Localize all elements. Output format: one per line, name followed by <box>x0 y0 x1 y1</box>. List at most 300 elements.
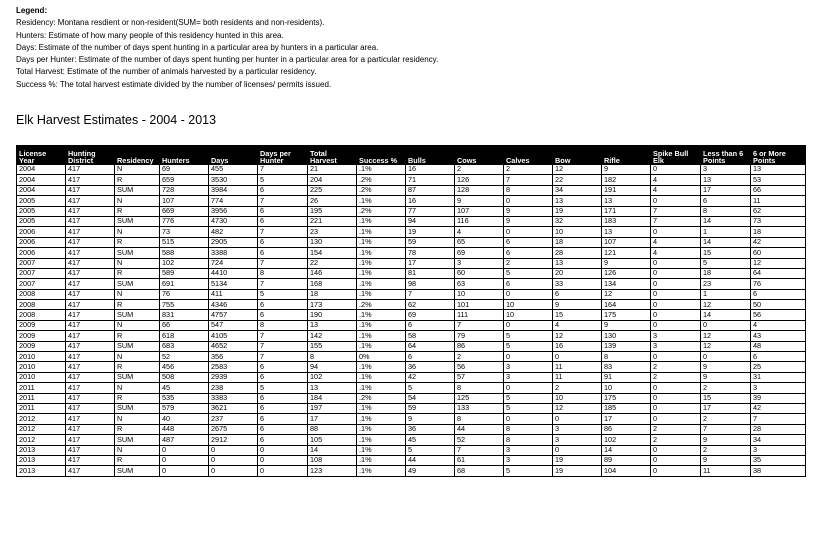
table-cell: 6 <box>258 372 308 382</box>
table-cell: 417 <box>66 216 115 226</box>
table-cell: 0 <box>651 403 701 413</box>
table-cell: 69 <box>406 310 455 320</box>
table-cell: 11 <box>701 466 751 476</box>
table-cell: 130 <box>308 237 357 247</box>
table-cell: .1% <box>357 165 406 175</box>
legend-line-success: Success %: The total harvest estimate divided by the number of licenses/ permits issued. <box>16 79 332 89</box>
table-cell: 0 <box>504 383 553 393</box>
table-row <box>17 341 806 351</box>
table-row <box>17 165 806 175</box>
table-cell: 105 <box>308 435 357 445</box>
table-cell: 0 <box>504 289 553 299</box>
table-cell: N <box>115 414 160 424</box>
table-cell: 10 <box>553 227 602 237</box>
table-cell: 0 <box>651 352 701 362</box>
table-cell: 0 <box>651 289 701 299</box>
table-cell: 11 <box>553 362 602 372</box>
table-cell: .1% <box>357 414 406 424</box>
column-header: 6 or More Points <box>751 146 806 165</box>
table-cell: 184 <box>308 393 357 403</box>
legend <box>16 5 438 91</box>
table-cell: 142 <box>308 331 357 341</box>
table-cell: R <box>115 237 160 247</box>
table-cell: 417 <box>66 237 115 247</box>
table-cell: 0 <box>651 258 701 268</box>
table-row <box>17 372 806 382</box>
table-cell: 125 <box>455 393 504 403</box>
table-cell: 417 <box>66 424 115 434</box>
table-cell: 4 <box>651 175 701 185</box>
table-cell: 2005 <box>17 206 66 216</box>
table-cell: 728 <box>160 185 209 195</box>
table-cell: 3 <box>455 258 504 268</box>
table-cell: 417 <box>66 289 115 299</box>
table-cell: 128 <box>455 185 504 195</box>
table-cell: 4730 <box>209 216 258 226</box>
table-cell: 4 <box>651 185 701 195</box>
table-cell: 2006 <box>17 248 66 258</box>
table-cell: 19 <box>406 227 455 237</box>
table-cell: 1 <box>701 289 751 299</box>
table-cell: 417 <box>66 393 115 403</box>
table-cell: 417 <box>66 383 115 393</box>
column-header: Bulls <box>406 146 455 165</box>
table-cell: 26 <box>308 196 357 206</box>
table-cell: 2675 <box>209 424 258 434</box>
table-cell: 73 <box>160 227 209 237</box>
table-cell: 0 <box>258 455 308 465</box>
table-cell: 2009 <box>17 331 66 341</box>
table-cell: 34 <box>553 185 602 195</box>
table-cell: 139 <box>602 341 651 351</box>
table-cell: N <box>115 227 160 237</box>
table-cell: R <box>115 268 160 278</box>
table-cell: 175 <box>602 310 651 320</box>
table-cell: 0 <box>651 383 701 393</box>
table-cell: 417 <box>66 331 115 341</box>
table-cell: 126 <box>455 175 504 185</box>
table-cell: 21 <box>308 165 357 175</box>
table-row <box>17 435 806 445</box>
table-cell: 0 <box>553 445 602 455</box>
table-cell: 417 <box>66 310 115 320</box>
table-cell: 3 <box>701 165 751 175</box>
table-cell: 155 <box>308 341 357 351</box>
table-cell: 25 <box>751 362 806 372</box>
table-cell: 225 <box>308 185 357 195</box>
table-cell: 8 <box>258 320 308 330</box>
table-cell: 448 <box>160 424 209 434</box>
table-cell: R <box>115 300 160 310</box>
table-cell: 44 <box>406 455 455 465</box>
table-cell: 107 <box>160 196 209 206</box>
table-cell: R <box>115 206 160 216</box>
table-cell: 39 <box>751 393 806 403</box>
table-cell: 2939 <box>209 372 258 382</box>
table-cell: 7 <box>258 165 308 175</box>
table-header-row <box>17 146 806 165</box>
table-cell: 16 <box>406 196 455 206</box>
table-cell: 42 <box>406 372 455 382</box>
table-cell: 13 <box>308 383 357 393</box>
table-cell: 87 <box>406 185 455 195</box>
table-cell: 2008 <box>17 289 66 299</box>
table-cell: 31 <box>751 372 806 382</box>
table-cell: 45 <box>406 435 455 445</box>
table-cell: 173 <box>308 300 357 310</box>
table-cell: 76 <box>751 279 806 289</box>
table-cell: 78 <box>406 248 455 258</box>
table-cell: 237 <box>209 414 258 424</box>
table-cell: 11 <box>751 196 806 206</box>
table-cell: 5 <box>504 466 553 476</box>
table-cell: 185 <box>602 403 651 413</box>
table-cell: 15 <box>701 393 751 403</box>
table-cell: 8 <box>308 352 357 362</box>
table-cell: 4410 <box>209 268 258 278</box>
table-cell: 0 <box>651 300 701 310</box>
table-cell: 3 <box>504 455 553 465</box>
table-row <box>17 383 806 393</box>
table-cell: 588 <box>160 248 209 258</box>
column-header: Cows <box>455 146 504 165</box>
table-row <box>17 227 806 237</box>
table-cell: 0 <box>651 455 701 465</box>
column-header: Bow <box>553 146 602 165</box>
table-cell: 417 <box>66 258 115 268</box>
table-cell: 18 <box>751 227 806 237</box>
table-cell: 6 <box>406 352 455 362</box>
table-cell: 182 <box>602 175 651 185</box>
table-cell: 9 <box>455 196 504 206</box>
table-cell: 2004 <box>17 175 66 185</box>
table-cell: 0 <box>651 279 701 289</box>
table-row <box>17 466 806 476</box>
table-cell: 17 <box>406 258 455 268</box>
table-cell: 6 <box>258 393 308 403</box>
legend-line-residency: Residency: Montana resdient or non-resident(SUM= both residents and non-residents). <box>16 18 325 28</box>
table-cell: 2010 <box>17 362 66 372</box>
table-cell: .1% <box>357 310 406 320</box>
column-header: Less than 6 Points <box>701 146 751 165</box>
table-cell: 547 <box>209 320 258 330</box>
table-cell: SUM <box>115 185 160 195</box>
column-header: Days <box>209 146 258 165</box>
table-cell: .1% <box>357 289 406 299</box>
table-cell: 2004 <box>17 185 66 195</box>
table-cell: 8 <box>455 383 504 393</box>
table-cell: N <box>115 445 160 455</box>
table-cell: 0 <box>258 445 308 455</box>
table-cell: 14 <box>701 216 751 226</box>
table-cell: 2 <box>701 414 751 424</box>
table-cell: 417 <box>66 206 115 216</box>
table-row <box>17 424 806 434</box>
table-cell: 183 <box>602 216 651 226</box>
table-cell: 9 <box>504 206 553 216</box>
table-cell: 14 <box>308 445 357 455</box>
table-cell: .1% <box>357 216 406 226</box>
table-cell: 6 <box>406 320 455 330</box>
table-row <box>17 258 806 268</box>
table-cell: 6 <box>751 289 806 299</box>
table-cell: 10 <box>504 310 553 320</box>
legend-line-days-per-hunter: Days per Hunter: Estimate of the number of days spent hunting per hunter in a particular area for a particular residency. <box>16 55 439 65</box>
table-cell: 0 <box>553 414 602 424</box>
column-header: Total Harvest <box>308 146 357 165</box>
table-cell: 0 <box>651 445 701 455</box>
table-cell: 154 <box>308 248 357 258</box>
table-cell: 3 <box>751 383 806 393</box>
table-cell: 6 <box>258 237 308 247</box>
table-cell: 58 <box>406 331 455 341</box>
table-cell: 36 <box>406 424 455 434</box>
table-cell: 6 <box>258 424 308 434</box>
table-cell: 669 <box>160 206 209 216</box>
table-cell: 22 <box>553 175 602 185</box>
table-cell: 2008 <box>17 300 66 310</box>
table-row <box>17 403 806 413</box>
table-cell: 8 <box>504 435 553 445</box>
table-cell: 7 <box>455 320 504 330</box>
table-row <box>17 196 806 206</box>
table-cell: 2004 <box>17 165 66 175</box>
table-cell: 6 <box>504 248 553 258</box>
table-cell: 417 <box>66 175 115 185</box>
table-row <box>17 362 806 372</box>
table-cell: .1% <box>357 196 406 206</box>
table-cell: .1% <box>357 237 406 247</box>
table-cell: 8 <box>602 352 651 362</box>
table-cell: 9 <box>504 216 553 226</box>
table-cell: .1% <box>357 424 406 434</box>
table-cell: 4346 <box>209 300 258 310</box>
table-cell: .1% <box>357 445 406 455</box>
table-cell: 7 <box>651 216 701 226</box>
table-cell: 4 <box>651 248 701 258</box>
table-cell: 7 <box>258 279 308 289</box>
legend-heading: Legend: <box>16 6 48 15</box>
table-cell: 168 <box>308 279 357 289</box>
table-cell: .2% <box>357 185 406 195</box>
table-cell: 14 <box>602 445 651 455</box>
table-cell: 6 <box>504 237 553 247</box>
table-cell: 61 <box>455 455 504 465</box>
table-cell: 2005 <box>17 216 66 226</box>
table-cell: 417 <box>66 372 115 382</box>
table-cell: 42 <box>751 403 806 413</box>
table-cell: 68 <box>455 466 504 476</box>
table-cell: 482 <box>209 227 258 237</box>
table-cell: R <box>115 175 160 185</box>
table-cell: 417 <box>66 352 115 362</box>
table-cell: 0 <box>651 393 701 403</box>
table-cell: 3 <box>553 424 602 434</box>
table-cell: .2% <box>357 206 406 216</box>
table-cell: 54 <box>406 393 455 403</box>
table-cell: 0 <box>160 445 209 455</box>
table-cell: 417 <box>66 362 115 372</box>
table-cell: 683 <box>160 341 209 351</box>
table-cell: 2 <box>701 383 751 393</box>
table-cell: SUM <box>115 310 160 320</box>
table-row <box>17 216 806 226</box>
table-cell: 417 <box>66 445 115 455</box>
table-cell: 57 <box>455 372 504 382</box>
table-cell: 13 <box>308 320 357 330</box>
table-cell: 13 <box>553 196 602 206</box>
table-cell: 32 <box>553 216 602 226</box>
table-cell: 91 <box>602 372 651 382</box>
table-cell: 79 <box>455 331 504 341</box>
table-cell: N <box>115 320 160 330</box>
table-cell: 20 <box>553 268 602 278</box>
table-cell: 2 <box>651 424 701 434</box>
table-cell: 98 <box>406 279 455 289</box>
table-cell: 0 <box>651 196 701 206</box>
table-cell: .1% <box>357 372 406 382</box>
table-cell: 35 <box>751 455 806 465</box>
table-cell: 417 <box>66 248 115 258</box>
table-cell: 71 <box>406 175 455 185</box>
table-cell: 4 <box>651 237 701 247</box>
table-cell: 2007 <box>17 258 66 268</box>
table-cell: 18 <box>553 237 602 247</box>
table-cell: 417 <box>66 165 115 175</box>
table-cell: 6 <box>701 196 751 206</box>
table-cell: 12 <box>553 331 602 341</box>
table-row <box>17 393 806 403</box>
table-cell: 2013 <box>17 445 66 455</box>
table-cell: .1% <box>357 455 406 465</box>
table-cell: 2 <box>455 165 504 175</box>
table-cell: 107 <box>455 206 504 216</box>
table-cell: 23 <box>701 279 751 289</box>
table-cell: 76 <box>160 289 209 299</box>
table-cell: SUM <box>115 372 160 382</box>
table-cell: 8 <box>258 268 308 278</box>
table-cell: 14 <box>701 237 751 247</box>
table-cell: 724 <box>209 258 258 268</box>
table-cell: 18 <box>701 268 751 278</box>
table-cell: 0 <box>504 352 553 362</box>
table-cell: 19 <box>553 466 602 476</box>
table-cell: 204 <box>308 175 357 185</box>
table-cell: 66 <box>160 320 209 330</box>
table-cell: 13 <box>602 227 651 237</box>
table-cell: 52 <box>160 352 209 362</box>
table-cell: 3984 <box>209 185 258 195</box>
table-cell: 12 <box>701 341 751 351</box>
table-cell: 6 <box>504 279 553 289</box>
table-cell: SUM <box>115 435 160 445</box>
table-cell: 3 <box>651 331 701 341</box>
table-cell: 417 <box>66 279 115 289</box>
table-cell: .1% <box>357 279 406 289</box>
table-cell: 40 <box>160 414 209 424</box>
table-cell: 60 <box>455 268 504 278</box>
table-cell: 7 <box>751 414 806 424</box>
table-cell: 66 <box>751 185 806 195</box>
table-cell: 2 <box>701 445 751 455</box>
table-cell: N <box>115 383 160 393</box>
table-cell: 64 <box>406 341 455 351</box>
table-cell: SUM <box>115 466 160 476</box>
table-cell: 108 <box>308 455 357 465</box>
table-cell: 4 <box>553 320 602 330</box>
table-cell: 0 <box>651 414 701 424</box>
table-cell: 5 <box>258 175 308 185</box>
table-cell: 2912 <box>209 435 258 445</box>
table-cell: 15 <box>701 248 751 258</box>
table-cell: 755 <box>160 300 209 310</box>
table-cell: 417 <box>66 403 115 413</box>
table-cell: 7 <box>258 352 308 362</box>
table-cell: .1% <box>357 227 406 237</box>
table-cell: 8 <box>504 185 553 195</box>
table-cell: 3 <box>751 445 806 455</box>
table-cell: 12 <box>553 165 602 175</box>
table-cell: 10 <box>602 383 651 393</box>
table-cell: 2005 <box>17 196 66 206</box>
table-cell: 9 <box>701 455 751 465</box>
table-cell: 94 <box>308 362 357 372</box>
table-cell: 23 <box>308 227 357 237</box>
table-cell: 2 <box>553 383 602 393</box>
table-cell: 3383 <box>209 393 258 403</box>
table-cell: 4 <box>455 227 504 237</box>
table-cell: 417 <box>66 268 115 278</box>
table-cell: 81 <box>406 268 455 278</box>
table-cell: 59 <box>406 237 455 247</box>
table-cell: 12 <box>751 258 806 268</box>
table-cell: 12 <box>701 331 751 341</box>
table-cell: 14 <box>701 310 751 320</box>
table-cell: 6 <box>553 289 602 299</box>
column-header: License Year <box>17 146 66 165</box>
table-cell: 0 <box>553 352 602 362</box>
table-cell: 48 <box>751 341 806 351</box>
column-header: Spike Bull Elk <box>651 146 701 165</box>
table-cell: 5 <box>504 403 553 413</box>
table-cell: .1% <box>357 403 406 413</box>
table-cell: 102 <box>308 372 357 382</box>
table-cell: SUM <box>115 403 160 413</box>
table-cell: 0 <box>651 227 701 237</box>
table-cell: 2013 <box>17 455 66 465</box>
table-cell: R <box>115 393 160 403</box>
legend-line-total-harvest: Total Harvest: Estimate of the number of animals harvested by a particular residency. <box>16 67 317 77</box>
table-row <box>17 289 806 299</box>
table-cell: 5 <box>258 289 308 299</box>
table-cell: 0 <box>160 455 209 465</box>
table-cell: 9 <box>602 165 651 175</box>
column-header: Hunting District <box>66 146 115 165</box>
column-header: Rifle <box>602 146 651 165</box>
table-cell: 107 <box>602 237 651 247</box>
table-cell: 28 <box>553 248 602 258</box>
table-cell: 7 <box>406 289 455 299</box>
table-cell: 6 <box>258 300 308 310</box>
table-cell: 171 <box>602 206 651 216</box>
table-cell: .1% <box>357 466 406 476</box>
column-header: Days per Hunter <box>258 146 308 165</box>
table-cell: 6 <box>258 185 308 195</box>
table-cell: 0 <box>504 414 553 424</box>
table-cell: 6 <box>258 414 308 424</box>
table-cell: 121 <box>602 248 651 258</box>
table-cell: .1% <box>357 258 406 268</box>
